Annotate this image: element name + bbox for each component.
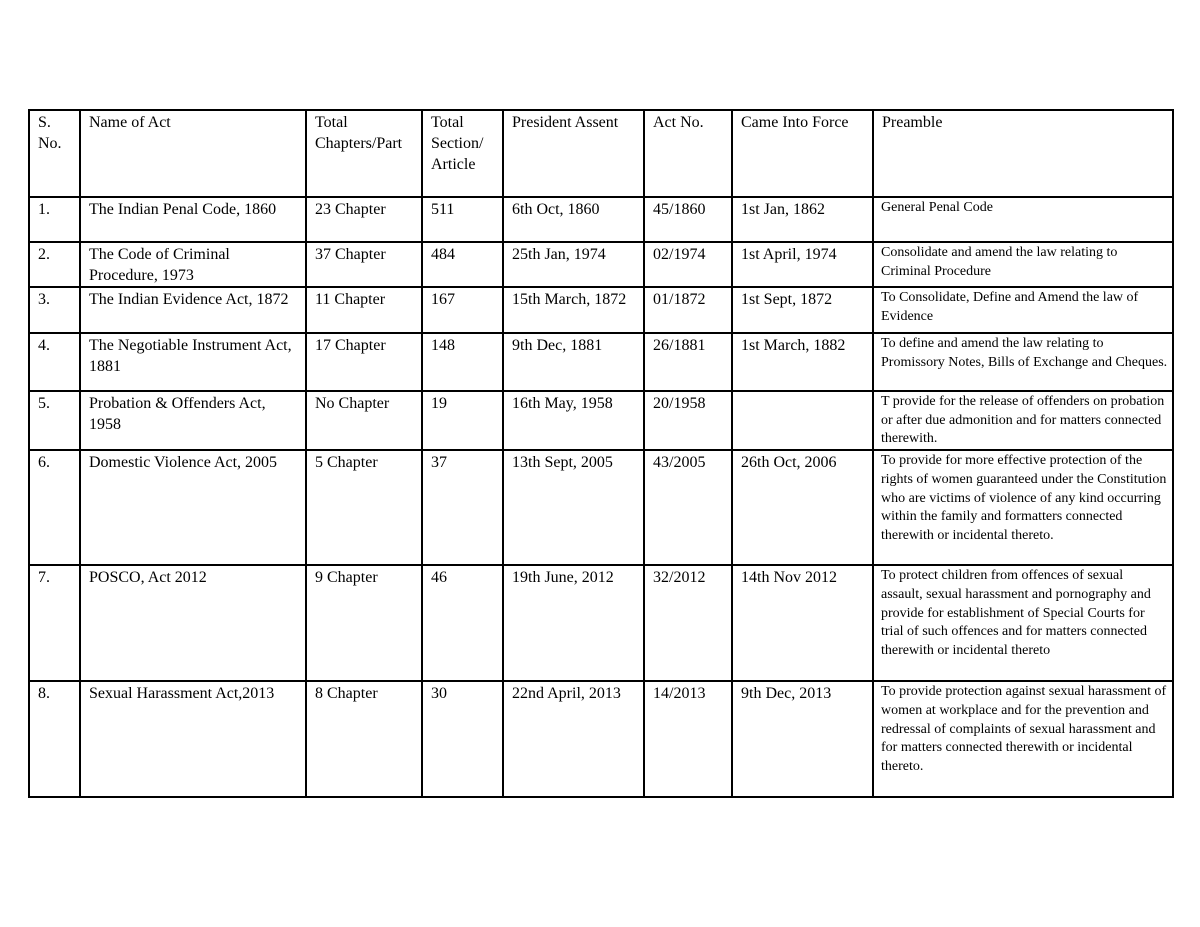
cell-assent: 25th Jan, 1974 [503,242,644,287]
cell-force: 1st March, 1882 [732,333,873,391]
cell-chapters: No Chapter [306,391,422,450]
cell-preamble: To Consolidate, Define and Amend the law of Evidence [873,287,1173,333]
table-header-row [29,110,1173,197]
cell-sections: 37 [422,450,503,565]
cell-sno: 2. [29,242,80,287]
header-act-no: Act No. [644,110,732,197]
cell-act-no: 43/2005 [644,450,732,565]
cell-sections: 167 [422,287,503,333]
cell-name: The Code of Criminal Procedure, 1973 [80,242,306,287]
cell-assent: 9th Dec, 1881 [503,333,644,391]
cell-name: Sexual Harassment Act,2013 [80,681,306,797]
cell-force: 9th Dec, 2013 [732,681,873,797]
table-row [29,333,1173,391]
cell-sno: 7. [29,565,80,681]
cell-name: The Indian Penal Code, 1860 [80,197,306,242]
cell-preamble: To protect children from offences of sexual assault, sexual harassment and pornography and provide for establishment of Special Courts for trial of such offences and for matters connected therewith or incidental thereto [873,565,1173,681]
cell-assent: 19th June, 2012 [503,565,644,681]
cell-chapters: 37 Chapter [306,242,422,287]
cell-act-no: 01/1872 [644,287,732,333]
cell-force: 26th Oct, 2006 [732,450,873,565]
cell-act-no: 14/2013 [644,681,732,797]
cell-act-no: 26/1881 [644,333,732,391]
cell-assent: 13th Sept, 2005 [503,450,644,565]
cell-assent: 22nd April, 2013 [503,681,644,797]
cell-preamble: To define and amend the law relating to Promissory Notes, Bills of Exchange and Cheques. [873,333,1173,391]
cell-assent: 15th March, 1872 [503,287,644,333]
cell-force: 14th Nov 2012 [732,565,873,681]
cell-sno: 1. [29,197,80,242]
cell-act-no: 02/1974 [644,242,732,287]
cell-preamble: To provide for more effective protection of the rights of women guaranteed under the Constitution who are victims of violence of any kind occurring within the family and formatters connected therewith or incidental thereto. [873,450,1173,565]
cell-force: 1st Jan, 1862 [732,197,873,242]
cell-chapters: 8 Chapter [306,681,422,797]
cell-sno: 8. [29,681,80,797]
cell-sno: 3. [29,287,80,333]
cell-name: Domestic Violence Act, 2005 [80,450,306,565]
cell-sno: 6. [29,450,80,565]
cell-chapters: 9 Chapter [306,565,422,681]
cell-name: POSCO, Act 2012 [80,565,306,681]
cell-sections: 30 [422,681,503,797]
cell-sno: 5. [29,391,80,450]
cell-preamble: General Penal Code [873,197,1173,242]
table-row [29,287,1173,333]
cell-preamble: To provide protection against sexual harassment of women at workplace and for the prevention and redressal of complaints of sexual harassment and for matters connected therewith or incidental thereto. [873,681,1173,797]
cell-assent: 16th May, 1958 [503,391,644,450]
table-row [29,565,1173,681]
cell-name: The Negotiable Instrument Act, 1881 [80,333,306,391]
table-row [29,391,1173,450]
cell-sections: 46 [422,565,503,681]
cell-act-no: 45/1860 [644,197,732,242]
cell-name: The Indian Evidence Act, 1872 [80,287,306,333]
header-name: Name of Act [80,110,306,197]
cell-chapters: 23 Chapter [306,197,422,242]
cell-force: 1st Sept, 1872 [732,287,873,333]
table-row [29,197,1173,242]
cell-force [732,391,873,450]
cell-sections: 19 [422,391,503,450]
cell-preamble: Consolidate and amend the law relating to Criminal Procedure [873,242,1173,287]
header-assent: President Assent [503,110,644,197]
cell-sno: 4. [29,333,80,391]
header-preamble: Preamble [873,110,1173,197]
cell-sections: 484 [422,242,503,287]
cell-chapters: 17 Chapter [306,333,422,391]
cell-name: Probation & Offenders Act, 1958 [80,391,306,450]
header-sections: Total Section/ Article [422,110,503,197]
table-row [29,242,1173,287]
header-force: Came Into Force [732,110,873,197]
table-row [29,450,1173,565]
cell-force: 1st April, 1974 [732,242,873,287]
acts-table [28,109,1174,798]
table-row [29,681,1173,797]
cell-sections: 148 [422,333,503,391]
cell-act-no: 20/1958 [644,391,732,450]
cell-assent: 6th Oct, 1860 [503,197,644,242]
cell-sections: 511 [422,197,503,242]
cell-chapters: 11 Chapter [306,287,422,333]
header-sno: S. No. [29,110,80,197]
cell-act-no: 32/2012 [644,565,732,681]
cell-preamble: T provide for the release of offenders on probation or after due admonition and for matters connected therewith. [873,391,1173,450]
header-chapters: Total Chapters/Part [306,110,422,197]
cell-chapters: 5 Chapter [306,450,422,565]
